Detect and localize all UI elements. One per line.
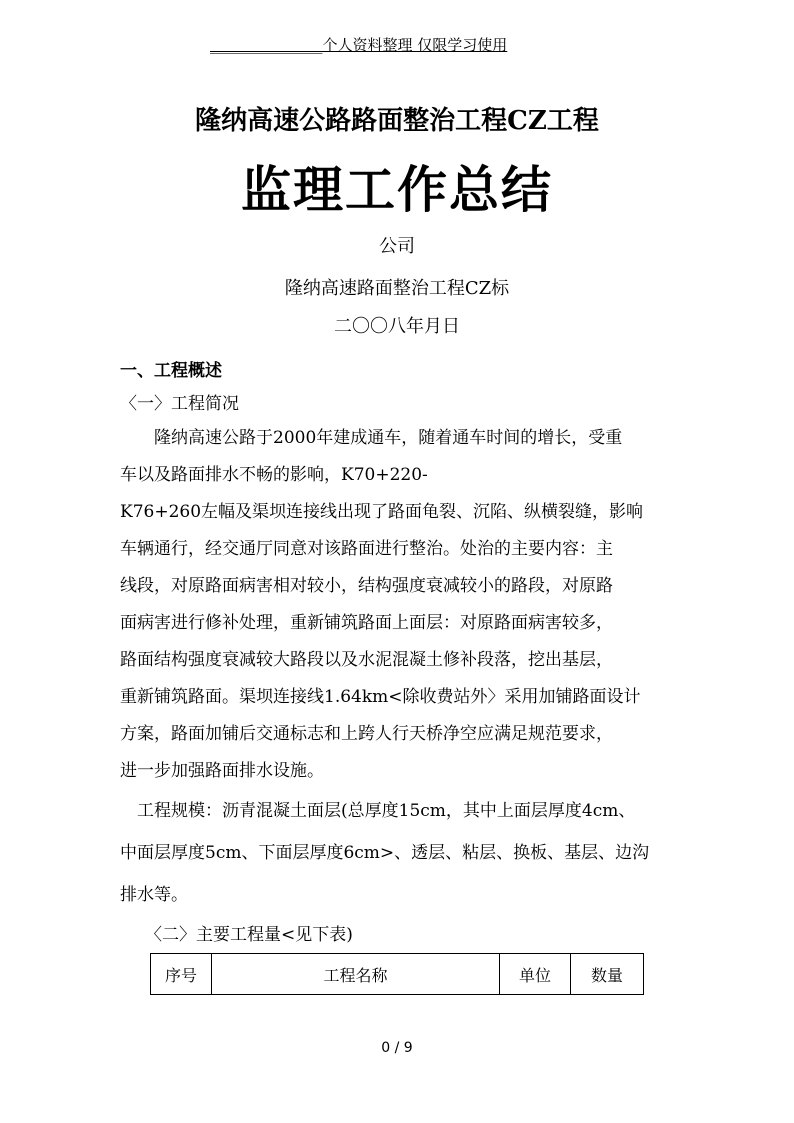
subsection-heading: 〈一〉工程简况 (120, 394, 239, 414)
subsection-heading: 〈二〉主要工程量<见下表) (145, 925, 353, 945)
paragraph-line: 车以及路面排水不畅的影响，K70+220- (120, 465, 428, 485)
page-number: 0 / 9 (381, 1040, 413, 1056)
paragraph-line: 重新铺筑路面。渠坝连接线1.64km<除收费站外〉采用加铺路面设计 (120, 687, 641, 707)
paragraph-line: K76+260左幅及渠坝连接线出现了路面龟裂、沉陷、纵横裂缝，影响 (120, 502, 644, 522)
table-header-cell: 单位 (500, 954, 571, 995)
quantities-table (150, 953, 644, 995)
paragraph-line: 车辆通行，经交通厅同意对该路面进行整治。处治的主要内容：主 (120, 539, 613, 559)
table-header-row (151, 954, 644, 995)
paragraph-line: 路面结构强度衰减较大路段以及水泥混凝土修补段落，挖出基层， (120, 650, 613, 670)
paragraph-line: 面病害进行修补处理，重新铺筑路面上面层：对原路面病害较多， (120, 613, 613, 633)
table-header-cell: 数量 (571, 954, 644, 995)
company-line: 公司 (379, 236, 415, 257)
paragraph-line: 隆纳高速公路于2000年建成通车，随着通车时间的增长，受重 (120, 428, 623, 448)
paragraph-line: 进一步加强路面排水设施。 (120, 761, 324, 781)
paragraph-line: 排水等。 (120, 885, 188, 905)
date-line: 二〇〇八年月日 (334, 316, 460, 337)
document-title: 隆纳高速公路路面整治工程CZ工程 (195, 106, 599, 136)
table-header-cell: 序号 (151, 954, 212, 995)
scale-paragraph (120, 790, 680, 916)
section-heading: 一、工程概述 (120, 361, 222, 381)
paragraph-line: 方案，路面加铺后交通标志和上跨人行天桥净空应满足规范要求， (120, 724, 613, 744)
overview-paragraph (120, 420, 680, 790)
paragraph-line: 中面层厚度5cm、下面层厚度6cm>、透层、粘层、换板、基层、边沟 (120, 843, 650, 863)
table-header-cell: 工程名称 (212, 954, 500, 995)
document-subtitle: 监理工作总结 (241, 160, 553, 219)
project-line: 隆纳高速路面整治工程CZ标 (284, 278, 510, 299)
paragraph-line: 工程规模：沥青混凝土面层(总厚度15cm，其中上面层厚度4cm、 (120, 801, 636, 821)
paragraph-line: 线段，对原路面病害相对较小，结构强度衰减较小的路段，对原路 (120, 576, 613, 596)
page-header: _______________个人资料整理 仅限学习使用 (210, 36, 508, 54)
